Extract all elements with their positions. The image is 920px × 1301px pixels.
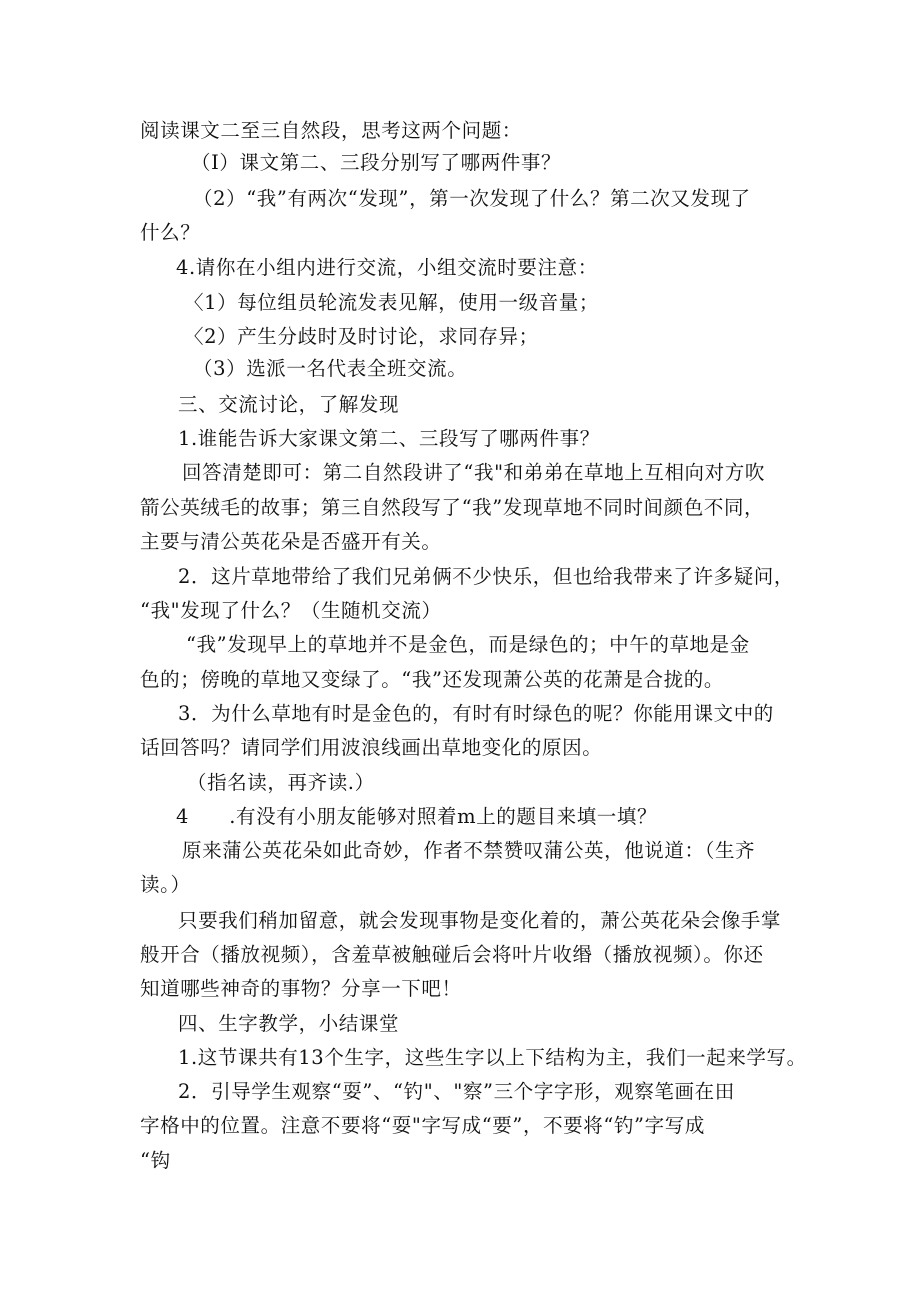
text-line: “我”发现早上的草地并不是金色，而是绿色的；中午的草地是金: [186, 633, 750, 656]
text-line: 3．为什么草地有时是金色的，有时有时绿色的呢？你能用课文中的: [178, 702, 774, 725]
text-line: 知道哪些神奇的事物？分享一下吧！: [140, 977, 462, 1000]
text-line: 原来蒲公英花朵如此奇妙，作者不禁赞叹蒲公英，他说道：（生齐: [182, 839, 756, 862]
text-line: （3）选派一名代表全班交流。: [193, 357, 468, 380]
text-line: 〈1）每位组员轮流发表见解，使用一级音量；: [184, 291, 600, 314]
text-line: 回答清楚即可：第二自然段讲了“我"和弟弟在草地上互相向对方吹: [182, 461, 765, 484]
text-line: 什么？: [140, 221, 201, 244]
text-line: （I）课文第二、三段分别写了哪两件事？: [191, 151, 562, 174]
text-line: 话回答吗？请同学们用波浪线画出草地变化的原因。: [140, 736, 603, 759]
text-line: 读。）: [140, 873, 191, 896]
text-line: 主要与清公英花朵是否盛开有关。: [140, 530, 442, 553]
text-line: 2．这片草地带给了我们兄弟俩不少快乐，但也给我带来了许多疑问，: [178, 565, 795, 588]
text-line: 般开合（播放视频），含羞草被触碰后会将叶片收缗（播放视频）。你还: [140, 943, 764, 966]
text-line: 1.这节课共有13个生字，这些生字以上下结构为主，我们一起来学写。: [178, 1046, 807, 1069]
text-line: （指名读，再齐读.）: [187, 771, 375, 794]
text-line: 1.谁能告诉大家课文第二、三段写了哪两件事？: [178, 427, 600, 450]
text-line: 4.请你在小组内进行交流，小组交流时要注意：: [176, 256, 598, 279]
text-line: （2）“我”有两次“发现”，第一次发现了什么？第二次又发现了: [193, 187, 751, 210]
section-heading: 三、交流讨论，了解发现: [178, 393, 400, 416]
text-line: 字格中的位置。注意不要将“耍"字写成“要”，不要将“钓”字写成: [140, 1114, 705, 1137]
text-line: 阅读课文二至三自然段，思考这两个问题：: [140, 119, 522, 142]
text-line: 只要我们稍加留意，就会发现事物是变化着的，萧公英花朵会像手掌: [178, 909, 782, 932]
text-line: “我"发现了什么？（生随机交流）: [140, 599, 442, 622]
text-line: 〈2）产生分歧时及时讨论，求同存异；: [184, 325, 539, 348]
text-line: 色的；傍晚的草地又变绿了。“我”还发现萧公英的花萧是合拢的。: [140, 668, 724, 691]
text-line: 2．引导学生观察“耍”、“钓"、"察”三个字字形，观察笔画在田: [178, 1080, 735, 1103]
section-heading: 四、生字教学，小结课堂: [178, 1012, 400, 1035]
text-line: 箭公英绒毛的故事；第三自然段写了“我”发现草地不同时间颜色不同，: [140, 496, 765, 519]
text-line: 4 .有没有小朋友能够对照着m上的题目来填一填？: [176, 805, 658, 828]
text-line: “钩: [140, 1149, 171, 1172]
